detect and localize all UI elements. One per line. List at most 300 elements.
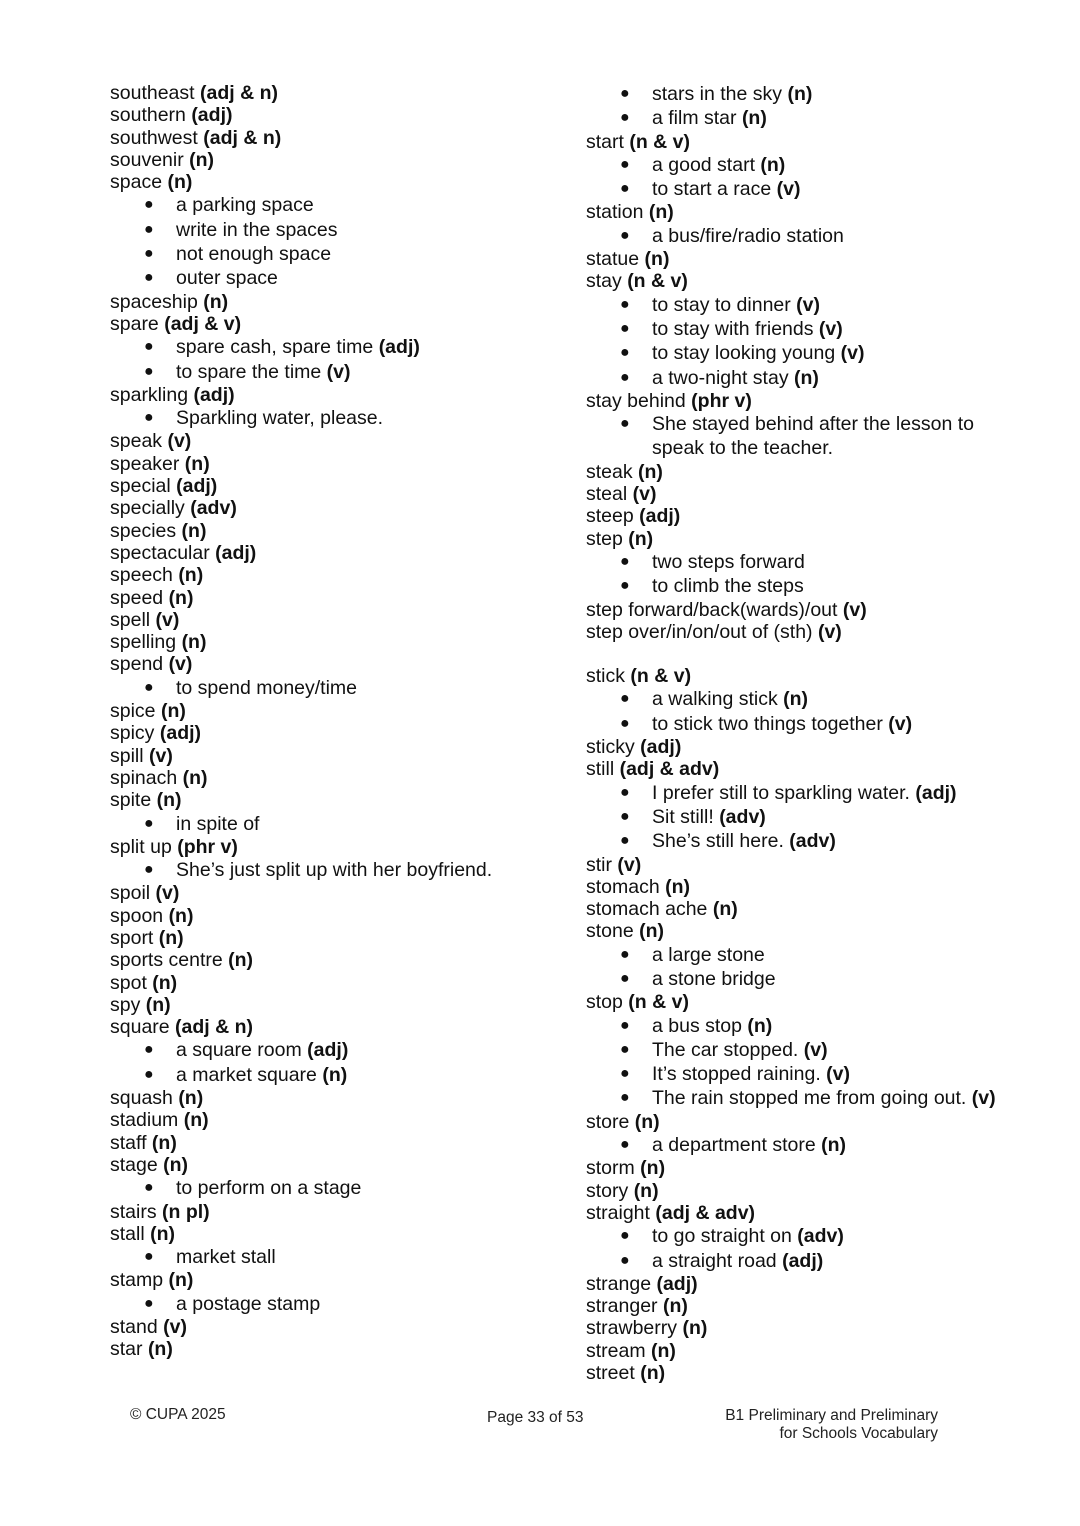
part-of-speech-tag: (n): [168, 1269, 194, 1292]
vocab-entry: [110, 520, 580, 542]
entry-word: stamp: [110, 1269, 164, 1292]
vocab-entry: [110, 104, 580, 126]
vocab-entry: [110, 767, 580, 789]
part-of-speech-tag: (adj & v): [164, 312, 242, 335]
example-text: spare cash, spare time: [176, 336, 374, 359]
vocab-entry: [586, 1111, 1026, 1133]
vocab-entry: [110, 789, 580, 811]
vocab-entry: [110, 430, 580, 452]
entry-word: southeast: [110, 82, 195, 104]
footer-copyright: © CUPA 2025: [130, 1406, 226, 1423]
part-of-speech-tag: (n): [741, 107, 767, 130]
example-text: to stay with friends: [652, 317, 814, 340]
entry-word: statue: [586, 248, 640, 271]
entry-word: sticky: [586, 736, 635, 759]
vocab-entry: [586, 461, 1026, 483]
example-bullet-item: [586, 1062, 1026, 1086]
example-text: to start a race: [652, 178, 772, 201]
entry-word: stomach ache: [586, 898, 708, 921]
part-of-speech-tag: (n): [203, 290, 229, 313]
example-text: a good start: [652, 153, 755, 176]
example-text: I prefer still to sparkling water.: [652, 781, 910, 804]
bullet-icon: ●: [144, 1179, 154, 1197]
entry-word: sports centre: [110, 949, 223, 972]
example-text: a straight road: [652, 1249, 777, 1272]
part-of-speech-tag: (n): [152, 971, 178, 994]
vocab-entry: [586, 201, 1026, 223]
bullet-icon: ●: [144, 1294, 154, 1312]
vocab-entry: [110, 291, 580, 313]
entry-word: souvenir: [110, 148, 184, 171]
part-of-speech-tag: (adj): [191, 104, 233, 127]
vocab-entry: [110, 453, 580, 475]
part-of-speech-tag: (v): [155, 882, 180, 905]
example-bullet-item: [110, 406, 580, 430]
part-of-speech-tag: (n): [633, 1179, 659, 1202]
part-of-speech-tag: (n): [189, 148, 215, 171]
vocab-entry: [586, 599, 1026, 621]
example-bullet-item: [586, 412, 1026, 461]
part-of-speech-tag: (n & v): [628, 991, 689, 1014]
example-bullet-item: [586, 293, 1026, 317]
part-of-speech-tag: (v): [617, 853, 642, 876]
spacer: [586, 643, 1026, 665]
part-of-speech-tag: (adj): [378, 336, 420, 359]
part-of-speech-tag: (n): [665, 875, 691, 898]
example-text: to stay to dinner: [652, 293, 791, 316]
bullet-icon: ●: [620, 1040, 630, 1058]
vocab-entry: [110, 313, 580, 335]
part-of-speech-tag: (n): [168, 904, 194, 927]
part-of-speech-tag: (n): [783, 688, 809, 711]
part-of-speech-tag: (n & v): [630, 665, 692, 688]
footer-title-line1: B1 Preliminary and Preliminary: [725, 1407, 938, 1424]
part-of-speech-tag: (v): [155, 608, 180, 631]
entry-word: spice: [110, 700, 156, 723]
bullet-icon: ●: [144, 678, 154, 696]
vocab-entry: [110, 1338, 580, 1360]
vocab-entry: [586, 898, 1026, 920]
vocab-entry: [586, 1362, 1026, 1384]
part-of-speech-tag: (n & v): [629, 130, 691, 153]
example-text: two steps forward: [652, 550, 805, 573]
entry-word: stay behind: [586, 389, 686, 412]
entry-word: stir: [586, 853, 612, 876]
vocab-entry: [586, 876, 1026, 898]
example-text: She’s still here.: [652, 830, 784, 853]
part-of-speech-tag: (adj): [656, 1272, 698, 1295]
part-of-speech-tag: (n): [682, 1317, 708, 1340]
vocab-entry: [586, 131, 1026, 153]
entry-word: strange: [586, 1272, 652, 1295]
example-bullet-item: [586, 967, 1026, 991]
example-bullet-item: [586, 366, 1026, 390]
bullet-icon: ●: [620, 155, 630, 173]
entry-word: step: [586, 527, 623, 550]
bullet-icon: ●: [620, 783, 630, 801]
footer-title-line2: for Schools Vocabulary: [779, 1425, 938, 1442]
example-bullet-item: [110, 193, 580, 217]
part-of-speech-tag: (n): [760, 153, 786, 176]
part-of-speech-tag: (v): [168, 653, 193, 676]
entry-word: star: [110, 1338, 143, 1361]
bullet-icon: ●: [620, 1016, 630, 1034]
example-text: a department store: [652, 1134, 816, 1157]
entry-word: stall: [110, 1222, 145, 1245]
bullet-icon: ●: [620, 1065, 630, 1083]
vocab-entry: [586, 1180, 1026, 1202]
entry-word: steep: [586, 505, 634, 528]
vocab-entry: [110, 384, 580, 406]
vocab-entry: [110, 497, 580, 519]
example-bullet-item: [586, 550, 1026, 574]
vocab-entry: [586, 270, 1026, 292]
entry-word: spicy: [110, 722, 155, 745]
part-of-speech-tag: (adj): [640, 736, 682, 759]
part-of-speech-tag: (n): [168, 586, 194, 609]
bullet-icon: ●: [144, 362, 154, 380]
part-of-speech-tag: (n): [644, 248, 670, 271]
entry-word: space: [110, 171, 163, 194]
part-of-speech-tag: (v): [326, 360, 351, 383]
entry-word: speaker: [110, 452, 180, 475]
example-text: in spite of: [176, 812, 260, 835]
vocab-entry: [586, 758, 1026, 780]
vocab-entry: [110, 1109, 580, 1131]
vocab-entry: [586, 854, 1026, 876]
entry-word: spoil: [110, 882, 151, 905]
vocab-entry: [110, 82, 580, 104]
vocab-entry: [586, 920, 1026, 942]
example-bullet-item: [586, 829, 1026, 853]
part-of-speech-tag: (n): [145, 993, 171, 1016]
vocab-entry: [110, 700, 580, 722]
entry-word: stomach: [586, 875, 660, 898]
entry-word: specially: [110, 497, 185, 520]
part-of-speech-tag: (adj): [782, 1249, 824, 1272]
entry-word: spaceship: [110, 290, 198, 313]
part-of-speech-tag: (n pl): [162, 1200, 210, 1223]
part-of-speech-tag: (v): [888, 712, 913, 735]
example-text: a film star: [652, 107, 737, 130]
bullet-icon: ●: [144, 1248, 154, 1266]
entry-word: stairs: [110, 1200, 157, 1223]
example-text: to stay looking young: [652, 342, 836, 365]
part-of-speech-tag: (v): [796, 293, 821, 316]
example-text: to spare the time: [176, 360, 322, 383]
example-text: to perform on a stage: [176, 1177, 362, 1200]
part-of-speech-tag: (adj): [193, 383, 235, 406]
part-of-speech-tag: (n): [228, 949, 254, 972]
example-text: stars in the sky: [652, 83, 783, 105]
part-of-speech-tag: (n): [167, 171, 193, 194]
entry-word: spy: [110, 993, 141, 1016]
example-text: Sparkling water, please.: [176, 407, 384, 430]
entry-word: step over/in/on/out of (sth): [586, 620, 813, 643]
part-of-speech-tag: (v): [163, 1316, 187, 1339]
example-bullet-item: [110, 1176, 580, 1200]
vocab-entry: [586, 1273, 1026, 1295]
vocab-entry: [586, 1317, 1026, 1339]
bullet-icon: ●: [620, 945, 630, 963]
part-of-speech-tag: (v): [803, 1038, 828, 1061]
part-of-speech-tag: (n): [651, 1339, 676, 1362]
example-bullet-item: [110, 1063, 580, 1087]
entry-word: staff: [110, 1131, 147, 1154]
part-of-speech-tag: (n): [160, 700, 186, 723]
part-of-speech-tag: (n): [151, 1131, 177, 1154]
part-of-speech-tag: (n): [181, 631, 207, 654]
vocab-entry: [110, 1201, 580, 1223]
vocab-entry: [110, 994, 580, 1016]
vocab-entry: [110, 127, 580, 149]
vocab-entry: [110, 564, 580, 586]
example-bullet-item: [110, 266, 580, 290]
example-bullet-item: [110, 335, 580, 359]
bullet-icon: ●: [144, 196, 154, 214]
part-of-speech-tag: (n): [712, 898, 738, 921]
entry-word: stand: [110, 1316, 158, 1339]
vocab-entry: [110, 171, 580, 193]
example-bullet-item: [110, 1245, 580, 1269]
entry-word: straight: [586, 1201, 650, 1224]
entry-word: speed: [110, 586, 164, 609]
example-text: She’s just split up with her boyfriend.: [176, 859, 493, 882]
entry-word: squash: [110, 1087, 173, 1110]
vocab-entry: [110, 836, 580, 858]
entry-word: step forward/back(wards)/out: [586, 598, 838, 621]
part-of-speech-tag: (v): [149, 744, 173, 767]
example-bullet-item: [586, 1014, 1026, 1038]
entry-word: southwest: [110, 126, 198, 149]
bullet-icon: ●: [620, 807, 630, 825]
part-of-speech-tag: (n): [150, 1222, 176, 1245]
bullet-icon: ●: [620, 180, 630, 198]
example-bullet-item: [586, 1086, 1026, 1110]
bullet-icon: ●: [620, 1089, 630, 1107]
bullet-icon: ●: [620, 1136, 630, 1154]
part-of-speech-tag: (n): [147, 1338, 173, 1361]
part-of-speech-tag: (n): [156, 789, 182, 812]
part-of-speech-tag: (n): [648, 201, 674, 224]
part-of-speech-tag: (n & v): [627, 270, 688, 293]
part-of-speech-tag: (v): [842, 598, 867, 621]
part-of-speech-tag: (n): [183, 1109, 209, 1132]
example-bullet-item: [586, 177, 1026, 201]
part-of-speech-tag: (v): [840, 342, 865, 365]
part-of-speech-tag: (n): [158, 926, 184, 949]
entry-word: stick: [586, 665, 625, 688]
example-bullet-item: [586, 106, 1026, 130]
example-bullet-item: [110, 676, 580, 700]
part-of-speech-tag: (adv): [789, 830, 836, 853]
bullet-icon: ●: [620, 415, 630, 433]
bullet-icon: ●: [620, 690, 630, 708]
entry-word: spelling: [110, 631, 177, 654]
entry-word: store: [586, 1110, 630, 1133]
entry-word: stadium: [110, 1109, 179, 1132]
part-of-speech-tag: (n): [638, 460, 663, 483]
part-of-speech-tag: (n): [322, 1063, 348, 1086]
vocab-entry: [110, 149, 580, 171]
vocab-entry: [586, 736, 1026, 758]
bullet-icon: ●: [144, 1065, 154, 1083]
example-bullet-item: [586, 153, 1026, 177]
part-of-speech-tag: (adj): [639, 505, 681, 528]
example-text: a bus/fire/radio station: [652, 224, 844, 247]
entry-word: square: [110, 1016, 170, 1039]
example-text: a market square: [176, 1063, 317, 1086]
entry-word: spot: [110, 971, 147, 994]
vocab-entry: [586, 505, 1026, 527]
bullet-icon: ●: [620, 714, 630, 732]
entry-word: spare: [110, 312, 159, 335]
part-of-speech-tag: (v): [167, 430, 192, 453]
bullet-icon: ●: [620, 552, 630, 570]
vocab-entry: [110, 1269, 580, 1291]
bullet-icon: ●: [144, 269, 154, 287]
example-bullet-item: [586, 1133, 1026, 1157]
example-text: a postage stamp: [176, 1292, 321, 1315]
example-bullet-item: [110, 1038, 580, 1062]
example-bullet-item: [586, 224, 1026, 248]
part-of-speech-tag: (v): [971, 1087, 996, 1110]
example-bullet-item: [586, 317, 1026, 341]
part-of-speech-tag: (adj & n): [175, 1016, 254, 1039]
part-of-speech-tag: (adj): [915, 781, 957, 804]
entry-word: story: [586, 1179, 629, 1202]
entry-word: stage: [110, 1153, 158, 1176]
example-bullet-item: [586, 1038, 1026, 1062]
example-text: Sit still!: [652, 805, 714, 828]
example-bullet-item: [586, 805, 1026, 829]
vocab-entry: [110, 882, 580, 904]
part-of-speech-tag: (v): [632, 483, 657, 506]
footer-page-number: Page 33 of 53: [487, 1409, 584, 1426]
part-of-speech-tag: (n): [178, 1087, 204, 1110]
bullet-icon: ●: [144, 409, 154, 427]
vocab-entry: [586, 528, 1026, 550]
bullet-icon: ●: [144, 1041, 154, 1059]
bullet-icon: ●: [620, 969, 630, 987]
example-bullet-item: [586, 574, 1026, 598]
entry-word: southern: [110, 104, 186, 127]
part-of-speech-tag: (adv): [797, 1225, 844, 1248]
entry-word: spend: [110, 653, 164, 676]
entry-word: special: [110, 475, 171, 498]
entry-word: sport: [110, 926, 154, 949]
part-of-speech-tag: (n): [163, 1153, 189, 1176]
example-text: She stayed behind after the lesson to speak to the teacher.: [652, 413, 974, 460]
bullet-icon: ●: [620, 344, 630, 362]
bullet-icon: ●: [620, 109, 630, 127]
example-bullet-item: [586, 341, 1026, 365]
vocab-entry: [110, 475, 580, 497]
part-of-speech-tag: (n): [181, 519, 207, 542]
bullet-icon: ●: [144, 814, 154, 832]
example-text: a large stone: [652, 943, 765, 966]
part-of-speech-tag: (phr v): [691, 389, 752, 412]
part-of-speech-tag: (n): [634, 1110, 660, 1133]
example-text: a two-night stay: [652, 366, 789, 389]
bullet-icon: ●: [620, 319, 630, 337]
example-bullet-item: [586, 687, 1026, 711]
part-of-speech-tag: (n): [640, 1362, 666, 1385]
example-bullet-item: [586, 943, 1026, 967]
vocab-entry: [110, 631, 580, 653]
entry-word: stranger: [586, 1295, 658, 1318]
entry-word: stay: [586, 270, 622, 293]
vocabulary-column-right: [586, 82, 1026, 1384]
footer-document-title: [716, 1407, 938, 1443]
vocab-entry: [110, 1016, 580, 1038]
example-bullet-item: [110, 218, 580, 242]
part-of-speech-tag: (v): [776, 178, 801, 201]
part-of-speech-tag: (n): [639, 920, 665, 943]
entry-word: station: [586, 201, 644, 224]
bullet-icon: ●: [144, 861, 154, 879]
bullet-icon: ●: [620, 1227, 630, 1245]
part-of-speech-tag: (n): [662, 1295, 688, 1318]
vocab-entry: [110, 542, 580, 564]
vocab-entry: [586, 991, 1026, 1013]
entry-word: stone: [586, 920, 634, 943]
bullet-icon: ●: [620, 577, 630, 595]
vocab-entry: [586, 621, 1026, 643]
example-bullet-item: [586, 82, 1026, 106]
entry-word: start: [586, 130, 624, 153]
entry-word: split up: [110, 835, 172, 858]
entry-word: stream: [586, 1339, 646, 1362]
entry-word: spill: [110, 744, 144, 767]
bullet-icon: ●: [620, 226, 630, 244]
example-text: outer space: [176, 267, 278, 290]
example-bullet-item: [586, 781, 1026, 805]
part-of-speech-tag: (adj): [307, 1039, 349, 1062]
part-of-speech-tag: (v): [826, 1063, 851, 1086]
example-text: to go straight on: [652, 1225, 792, 1248]
example-bullet-item: [110, 360, 580, 384]
vocab-entry: [586, 1340, 1026, 1362]
entry-word: sparkling: [110, 383, 189, 406]
bullet-icon: ●: [620, 85, 630, 102]
part-of-speech-tag: (n): [628, 527, 654, 550]
part-of-speech-tag: (adv): [719, 805, 766, 828]
part-of-speech-tag: (v): [817, 620, 842, 643]
vocab-entry: [586, 248, 1026, 270]
vocab-entry: [110, 905, 580, 927]
bullet-icon: ●: [144, 220, 154, 238]
vocab-entry: [110, 745, 580, 767]
example-text: a stone bridge: [652, 967, 776, 990]
part-of-speech-tag: (adj & adv): [619, 758, 720, 781]
example-text: not enough space: [176, 243, 332, 266]
part-of-speech-tag: (n): [178, 564, 204, 587]
example-text: The rain stopped me from going out.: [652, 1087, 967, 1110]
vocab-entry: [586, 1202, 1026, 1224]
example-bullet-item: [586, 1249, 1026, 1273]
vocabulary-column-left: [110, 82, 580, 1361]
entry-word: spell: [110, 608, 151, 631]
example-text: a parking space: [176, 194, 314, 217]
vocab-entry: [110, 1132, 580, 1154]
entry-word: storm: [586, 1157, 635, 1180]
vocab-entry: [586, 390, 1026, 412]
vocab-entry: [110, 587, 580, 609]
example-bullet-item: [586, 712, 1026, 736]
bullet-icon: ●: [620, 368, 630, 386]
entry-word: spectacular: [110, 541, 210, 564]
